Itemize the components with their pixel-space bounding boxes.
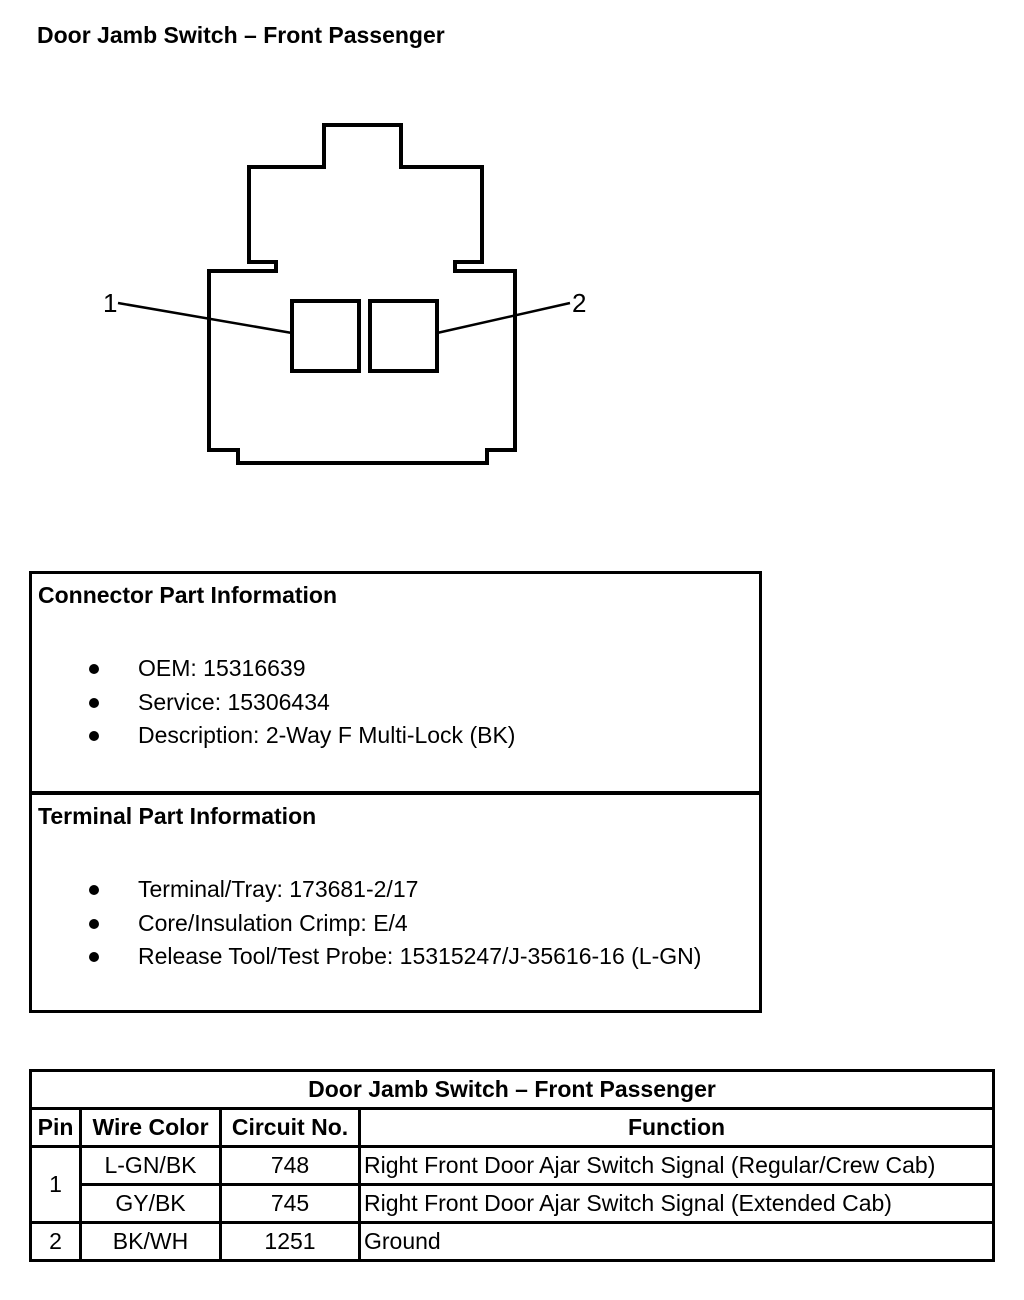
leader-line-1 <box>118 303 292 333</box>
circuit-cell: 745 <box>221 1185 360 1223</box>
pin-label-2: 2 <box>572 288 587 318</box>
table-row <box>31 1147 994 1185</box>
circuit-cell: 748 <box>221 1147 360 1185</box>
pin-table-title: Door Jamb Switch – Front Passenger <box>31 1071 994 1109</box>
terminal-cavity-2 <box>370 301 437 371</box>
column-header-function: Function <box>360 1109 994 1147</box>
function-cell: Right Front Door Ajar Switch Signal (Regular/Crew Cab) <box>360 1147 994 1185</box>
terminal-info-heading: Terminal Part Information <box>38 803 317 829</box>
connector-part-information <box>32 574 759 791</box>
leader-line-2 <box>437 303 570 333</box>
connector-info-list <box>32 652 515 753</box>
circuit-cell: 1251 <box>221 1223 360 1261</box>
column-header-circuit: Circuit No. <box>221 1109 360 1147</box>
terminal-cavity-1 <box>292 301 359 371</box>
table-header-row <box>31 1109 994 1147</box>
connector-info-heading: Connector Part Information <box>38 582 338 608</box>
wire-color-cell: GY/BK <box>81 1185 221 1223</box>
table-row <box>31 1223 994 1261</box>
column-header-wire-color: Wire Color <box>81 1109 221 1147</box>
part-information-box <box>29 571 762 1013</box>
function-cell: Ground <box>360 1223 994 1261</box>
list-item: OEM: 15316639 <box>32 652 515 686</box>
terminal-part-information <box>32 791 759 1010</box>
list-item: Description: 2-Way F Multi-Lock (BK) <box>32 719 515 753</box>
page-title: Door Jamb Switch – Front Passenger <box>37 22 445 48</box>
pin-label-1: 1 <box>103 288 118 318</box>
list-item: Release Tool/Test Probe: 15315247/J-35616-16 (L-GN) <box>32 940 701 974</box>
list-item: Terminal/Tray: 173681-2/17 <box>32 873 701 907</box>
table-row <box>31 1185 994 1223</box>
function-cell: Right Front Door Ajar Switch Signal (Extended Cab) <box>360 1185 994 1223</box>
column-header-pin: Pin <box>31 1109 81 1147</box>
connector-face-diagram <box>0 110 620 480</box>
wire-color-cell: L-GN/BK <box>81 1147 221 1185</box>
list-item: Service: 15306434 <box>32 686 515 720</box>
pin-cell: 1 <box>31 1147 81 1223</box>
connector-housing-outline <box>209 125 515 463</box>
pin-cell: 2 <box>31 1223 81 1261</box>
pin-table <box>29 1069 995 1262</box>
wire-color-cell: BK/WH <box>81 1223 221 1261</box>
terminal-info-list <box>32 873 701 974</box>
list-item: Core/Insulation Crimp: E/4 <box>32 907 701 941</box>
